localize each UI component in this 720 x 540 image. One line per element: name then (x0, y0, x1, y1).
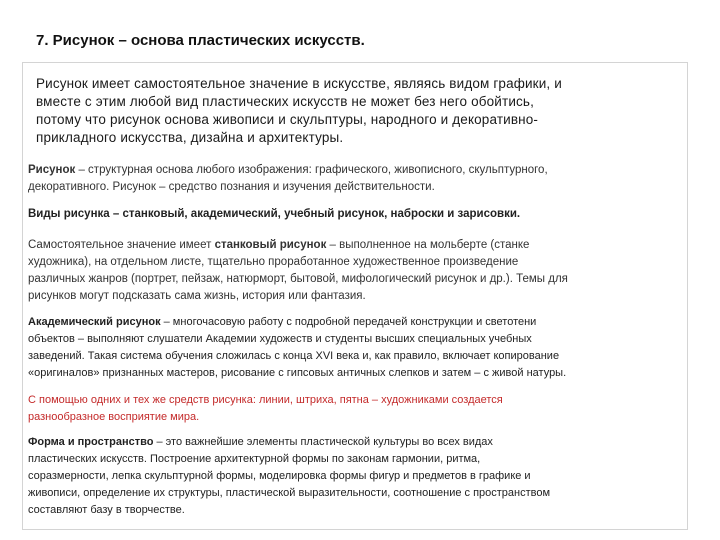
paragraph-line: художника), на отдельном листе, тщательно проработанное художественное произведение (28, 256, 519, 268)
paragraph-line: Виды рисунка – станковый, академический, учебный рисунок, наброски и зарисовки. (28, 208, 521, 220)
line-text: – это важнейшие элементы пластической культуры во всех видах (153, 436, 493, 448)
form-space-paragraph (28, 434, 678, 519)
paragraph-line (28, 434, 678, 451)
paragraph-line: «оригиналов» признанных мастеров, рисование с гипсовых античных слепков и затем – с живой натуры. (28, 367, 567, 379)
means-paragraph (28, 392, 678, 426)
paragraph-line: различных жанров (портрет, пейзаж, натюрморт, бытовой, мифологический рисунок и др.). Темы для (28, 273, 568, 285)
paragraph-line (28, 237, 678, 254)
paragraph-line: рисунков могут подсказать сама жизнь, история или фантазия. (28, 290, 366, 302)
paragraph-line: объектов – выполняют слушатели Академии художеств и студенты высших специальных учебных (28, 333, 532, 345)
easel-drawing-paragraph (28, 237, 678, 305)
lead-line: потому что рисунок основа живописи и скульптуры, народного и декоративно- (36, 112, 539, 127)
slide-title: 7. Рисунок – основа пластических искусств. (36, 32, 365, 49)
term-academic-drawing: Академический рисунок (28, 316, 161, 328)
paragraph-line: пластических искусств. Построение архитектурной формы по законам гармонии, ритма, (28, 453, 481, 465)
term-easel-drawing: станковый рисунок (214, 239, 327, 251)
types-paragraph (28, 206, 678, 223)
paragraph-line (28, 162, 678, 179)
lead-line: прикладного искусства, дизайна и архитектуры. (36, 130, 344, 145)
definition-paragraph (28, 162, 678, 196)
paragraph-line: соразмерности, лепка скульптурной формы, моделировка формы фигур и предметов в графике и (28, 470, 531, 482)
term-drawing: Рисунок (28, 164, 76, 176)
paragraph-line (28, 314, 678, 331)
line-text: – структурная основа любого изображения: графического, живописного, скульптурного, (75, 164, 548, 176)
line-text: Самостоятельное значение имеет (28, 239, 215, 251)
line-text: – выполненное на мольберте (станке (326, 239, 530, 251)
lead-line: Рисунок имеет самостоятельное значение в искусстве, являясь видом графики, и (36, 76, 562, 91)
paragraph-line: живописи, определение их структуры, пластической выразительности, соотношение с пространством (28, 487, 551, 499)
paragraph-line: С помощью одних и тех же средств рисунка: линии, штриха, пятна – художниками создается (28, 394, 503, 406)
paragraph-line: заведений. Такая система обучения сложилась с конца XVI века и, как правило, включает копирование (28, 350, 560, 362)
term-form-and-space: Форма и пространство (28, 436, 154, 448)
academic-drawing-paragraph (28, 314, 678, 382)
lead-line: вместе с этим любой вид пластических искусств не может без него обойтись, (36, 94, 534, 109)
paragraph-line: декоративного. Рисунок – средство познания и изучения действительности. (28, 181, 435, 193)
line-text: – многочасовую работу с подробной передачей конструкции и светотени (160, 316, 537, 328)
lead-paragraph (36, 75, 676, 147)
paragraph-line: составляют базу в творчестве. (28, 504, 185, 516)
paragraph-line: разнообразное восприятие мира. (28, 411, 200, 423)
